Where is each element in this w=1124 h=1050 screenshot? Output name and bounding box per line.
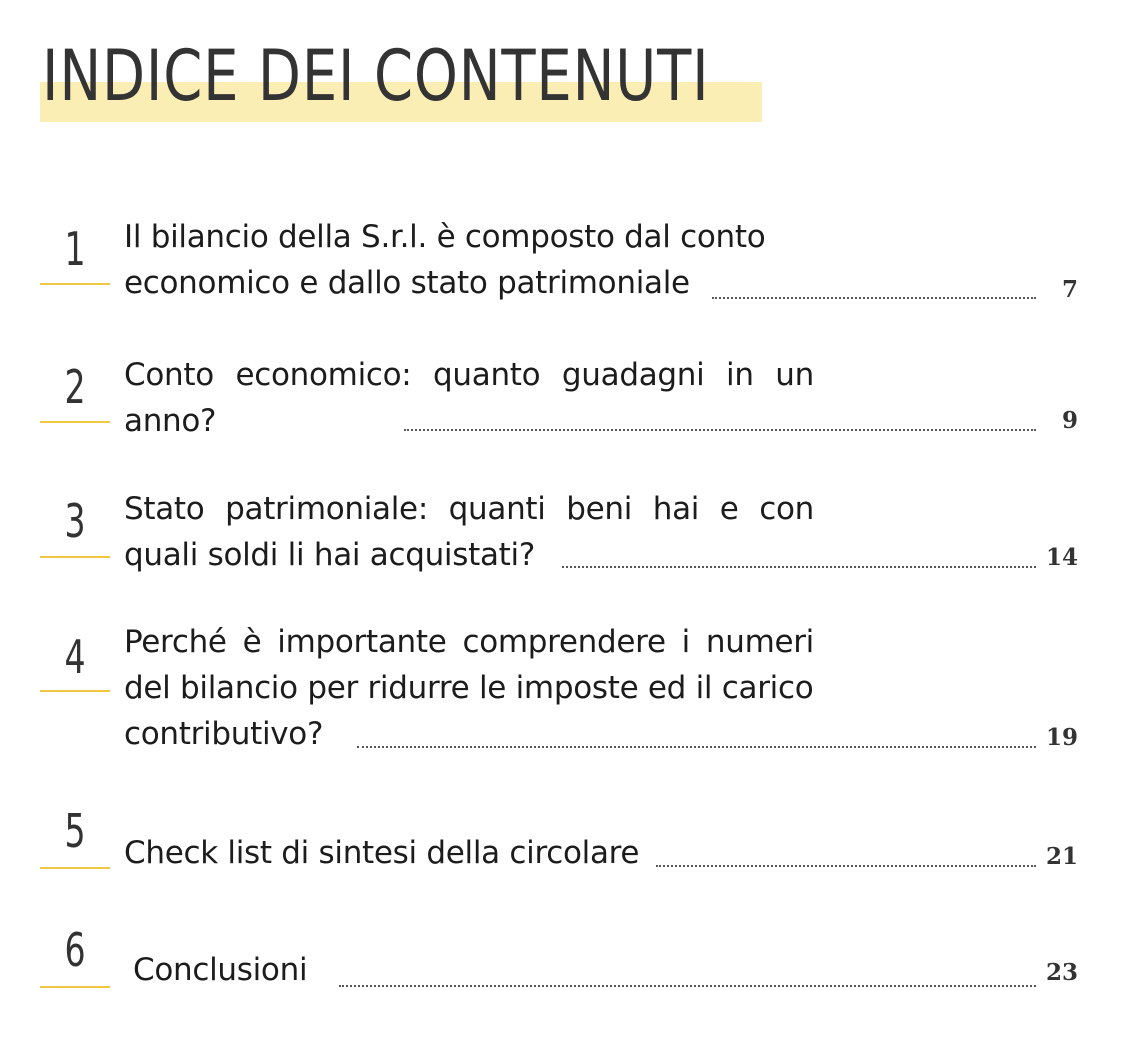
page-number[interactable]: 7 <box>1061 276 1078 303</box>
page-number[interactable]: 9 <box>1061 407 1078 434</box>
chapter-number: 4 <box>64 630 86 684</box>
page-number[interactable]: 21 <box>1045 843 1078 870</box>
chapter-title-line: anno? <box>124 403 217 439</box>
chapter-title-line: Conclusioni <box>133 952 308 988</box>
chapter-number: 2 <box>64 360 86 414</box>
dot-leader <box>562 566 1036 568</box>
chapter-title-line: Stato patrimoniale: quanti beni hai e con <box>124 491 814 527</box>
chapter-title-line: Perché è importante comprendere i numeri <box>124 624 814 660</box>
dot-leader <box>712 297 1036 299</box>
chapter-number: 6 <box>64 923 86 977</box>
chapter-number: 1 <box>64 222 86 276</box>
page-title: INDICE DEI CONTENUTI <box>42 35 710 117</box>
chapter-number: 3 <box>64 494 86 548</box>
title-block <box>40 30 780 130</box>
chapter-title[interactable] <box>124 619 814 757</box>
dot-leader <box>404 429 1036 431</box>
chapter-title[interactable] <box>124 486 814 578</box>
page-number[interactable]: 14 <box>1045 544 1078 571</box>
chapter-number: 5 <box>64 804 86 858</box>
chapter-number-underline <box>40 556 110 558</box>
dot-leader <box>656 865 1036 867</box>
chapter-number-underline <box>40 690 110 692</box>
chapter-number-underline <box>40 283 110 285</box>
chapter-title-line: Check list di sintesi della circolare <box>124 835 640 871</box>
chapter-title-line: Il bilancio della S.r.l. è composto dal conto <box>124 219 766 255</box>
chapter-title-line: Conto economico: quanto guadagni in un <box>124 357 814 393</box>
chapter-title-line: del bilancio per ridurre le imposte ed il carico <box>124 670 814 706</box>
page-number[interactable]: 23 <box>1045 959 1078 986</box>
chapter-title[interactable] <box>124 214 814 306</box>
chapter-title[interactable] <box>124 830 814 876</box>
chapter-number-underline <box>40 421 110 423</box>
dot-leader <box>357 746 1036 748</box>
chapter-title-line: contributivo? <box>124 716 324 752</box>
chapter-title-line: quali soldi li hai acquistati? <box>124 537 535 573</box>
chapter-title-line: economico e dallo stato patrimoniale <box>124 265 690 301</box>
dot-leader <box>339 985 1036 987</box>
chapter-number-underline <box>40 986 110 988</box>
chapter-number-underline <box>40 867 110 869</box>
page-number[interactable]: 19 <box>1045 724 1078 751</box>
